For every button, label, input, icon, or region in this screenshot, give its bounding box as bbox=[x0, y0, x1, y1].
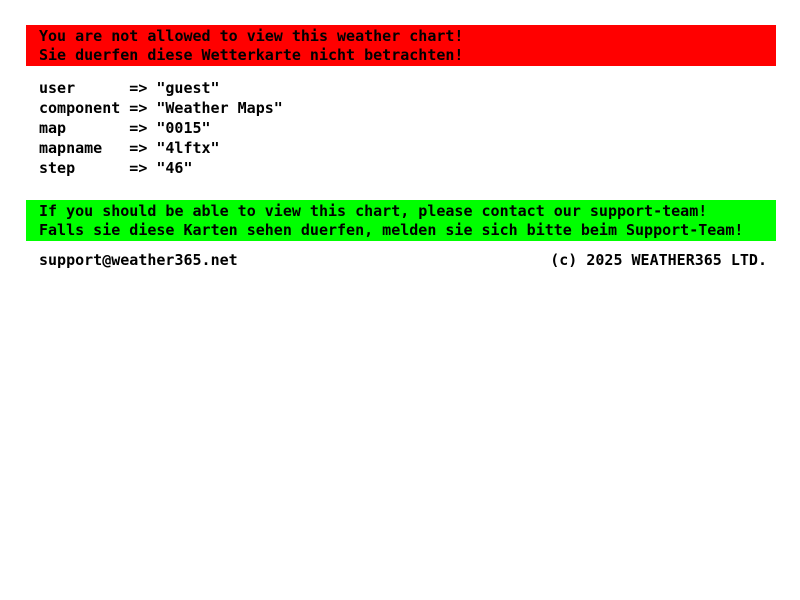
support-email: support@weather365.net bbox=[39, 251, 238, 269]
detail-row-user bbox=[39, 78, 283, 98]
error-message-en: You are not allowed to view this weather chart! bbox=[39, 26, 464, 45]
detail-value: "46" bbox=[156, 159, 193, 177]
copyright-notice: (c) 2025 WEATHER365 LTD. bbox=[550, 251, 767, 269]
detail-row-step bbox=[39, 158, 283, 178]
info-message-en: If you should be able to view this chart, please contact our support-team! bbox=[39, 201, 708, 220]
info-banner bbox=[26, 200, 776, 241]
detail-key: component bbox=[39, 99, 121, 117]
error-banner bbox=[26, 25, 776, 66]
arrow-glyph: => bbox=[129, 79, 148, 97]
arrow-glyph: => bbox=[129, 99, 148, 117]
detail-key: user bbox=[39, 79, 76, 97]
info-message-de: Falls sie diese Karten sehen duerfen, melden sie sich bitte beim Support-Team! bbox=[39, 220, 744, 239]
detail-row-mapname bbox=[39, 138, 283, 158]
detail-value: "Weather Maps" bbox=[156, 99, 283, 117]
footer bbox=[39, 251, 767, 270]
detail-value: "guest" bbox=[156, 79, 220, 97]
detail-value: "0015" bbox=[156, 119, 211, 137]
detail-key: map bbox=[39, 119, 67, 137]
arrow-glyph: => bbox=[129, 139, 148, 157]
arrow-glyph: => bbox=[129, 159, 148, 177]
detail-key: step bbox=[39, 159, 76, 177]
detail-row-component bbox=[39, 98, 283, 118]
detail-row-map bbox=[39, 118, 283, 138]
detail-key: mapname bbox=[39, 139, 103, 157]
error-message-de: Sie duerfen diese Wetterkarte nicht betrachten! bbox=[39, 45, 464, 64]
arrow-glyph: => bbox=[129, 119, 148, 137]
request-details bbox=[39, 78, 283, 178]
detail-value: "4lftx" bbox=[156, 139, 220, 157]
